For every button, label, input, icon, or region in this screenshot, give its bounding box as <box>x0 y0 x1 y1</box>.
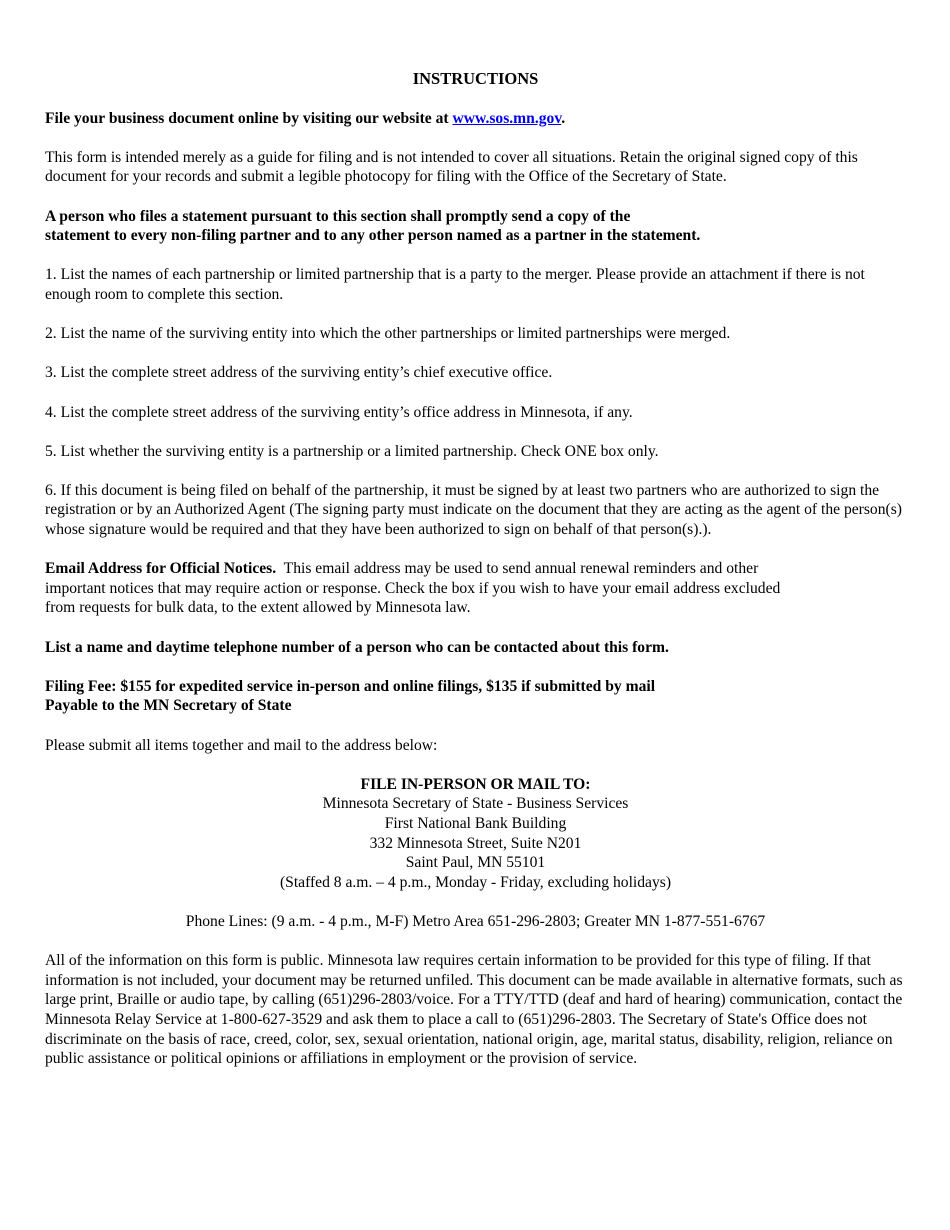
contact-instruction: List a name and daytime telephone number of a person who can be contacted about this form. <box>45 638 669 656</box>
mailing-city: Saint Paul, MN 55101 <box>405 854 546 872</box>
mailing-building: First National Bank Building <box>384 814 567 832</box>
instruction-item-3: 3. List the complete street address of the surviving entity’s chief executive office. <box>45 364 553 382</box>
filing-fee-line-1: Filing Fee: $155 for expedited service in-person and online filings, $135 if submitted by mail <box>45 677 656 695</box>
email-paragraph <box>45 559 906 618</box>
partner-notice-line-2: statement to every non-filing partner and to any other person named as a partner in the statement. <box>45 227 701 245</box>
instruction-item-2: 2. List the name of the surviving entity into which the other partnerships or limited partnerships were merged. <box>45 325 731 343</box>
instruction-item-4: 4. List the complete street address of the surviving entity’s office address in Minnesota, if any. <box>45 403 633 421</box>
instruction-item-5: 5. List whether the surviving entity is a partnership or a limited partnership. Check ONE box only. <box>45 442 659 460</box>
website-link[interactable]: www.sos.mn.gov <box>452 109 562 127</box>
mailing-org: Minnesota Secretary of State - Business Services <box>322 795 629 813</box>
online-filing-paragraph <box>45 109 906 129</box>
instruction-item-6: 6. If this document is being filed on behalf of the partnership, it must be signed by at least two partners who are authorized to sign the registration or by an Authorized Agent (The signing party must indicate on the document that they are acting as the agent of the person(s) whose signature would be required and that they have been authorized to sign on behalf of that person(s).). <box>45 481 902 539</box>
email-line-2: important notices that may require action or response. Check the box if you wish to have your email address excluded <box>45 579 781 597</box>
mailing-address <box>45 775 906 893</box>
email-line-1: This email address may be used to send annual renewal reminders and other <box>276 560 759 578</box>
public-info-paragraph: All of the information on this form is public. Minnesota law requires certain information to be provided for this type of filing. If that information is not included, your document may be returned unfiled. This document can be made available in alternative formats, such as large print, Braille or audio tape, by calling (651)296-2803/voice. For a TTY/TTD (deaf and hard of hearing) communication, contact the Minnesota Relay Service at 1-800-627-3529 and ask them to place a call to (651)296-2803. The Secretary of State's Office does not discriminate on the basis of race, creed, color, sex, sexual orientation, national origin, age, marital status, disability, religion, reliance on public assistance or political opinions or affiliations in employment or the provision of service. <box>45 952 903 1068</box>
guide-paragraph: This form is intended merely as a guide for filing and is not intended to cover all situations. Retain the original signed copy of this document for your records and submit a legible photocopy for filing with the Office of the Secretary of State. <box>45 148 858 186</box>
filing-fee <box>45 677 906 716</box>
email-line-3: from requests for bulk data, to the extent allowed by Minnesota law. <box>45 599 471 617</box>
email-heading: Email Address for Official Notices. <box>45 560 277 578</box>
mailing-hours: (Staffed 8 a.m. – 4 p.m., Monday - Friday, excluding holidays) <box>279 873 672 891</box>
submit-instruction: Please submit all items together and mail to the address below: <box>45 736 438 754</box>
mailing-street: 332 Minnesota Street, Suite N201 <box>369 834 582 852</box>
partner-notice-line-1: A person who files a statement pursuant to this section shall promptly send a copy of the <box>45 207 631 225</box>
partner-notice <box>45 207 906 246</box>
filing-fee-line-2: Payable to the MN Secretary of State <box>45 697 292 715</box>
instruction-item-1: 1. List the names of each partnership or limited partnership that is a party to the merger. Please provide an attachment if there is not enough room to complete this section. <box>45 266 865 303</box>
online-filing-suffix: . <box>561 109 566 127</box>
online-filing-prefix: File your business document online by visiting our website at <box>45 109 453 127</box>
mailing-heading: FILE IN-PERSON OR MAIL TO: <box>360 775 591 793</box>
phone-lines: Phone Lines: (9 a.m. - 4 p.m., M-F) Metro Area 651-296-2803; Greater MN 1-877-551-6767 <box>185 912 766 930</box>
page-title: INSTRUCTIONS <box>412 69 539 88</box>
